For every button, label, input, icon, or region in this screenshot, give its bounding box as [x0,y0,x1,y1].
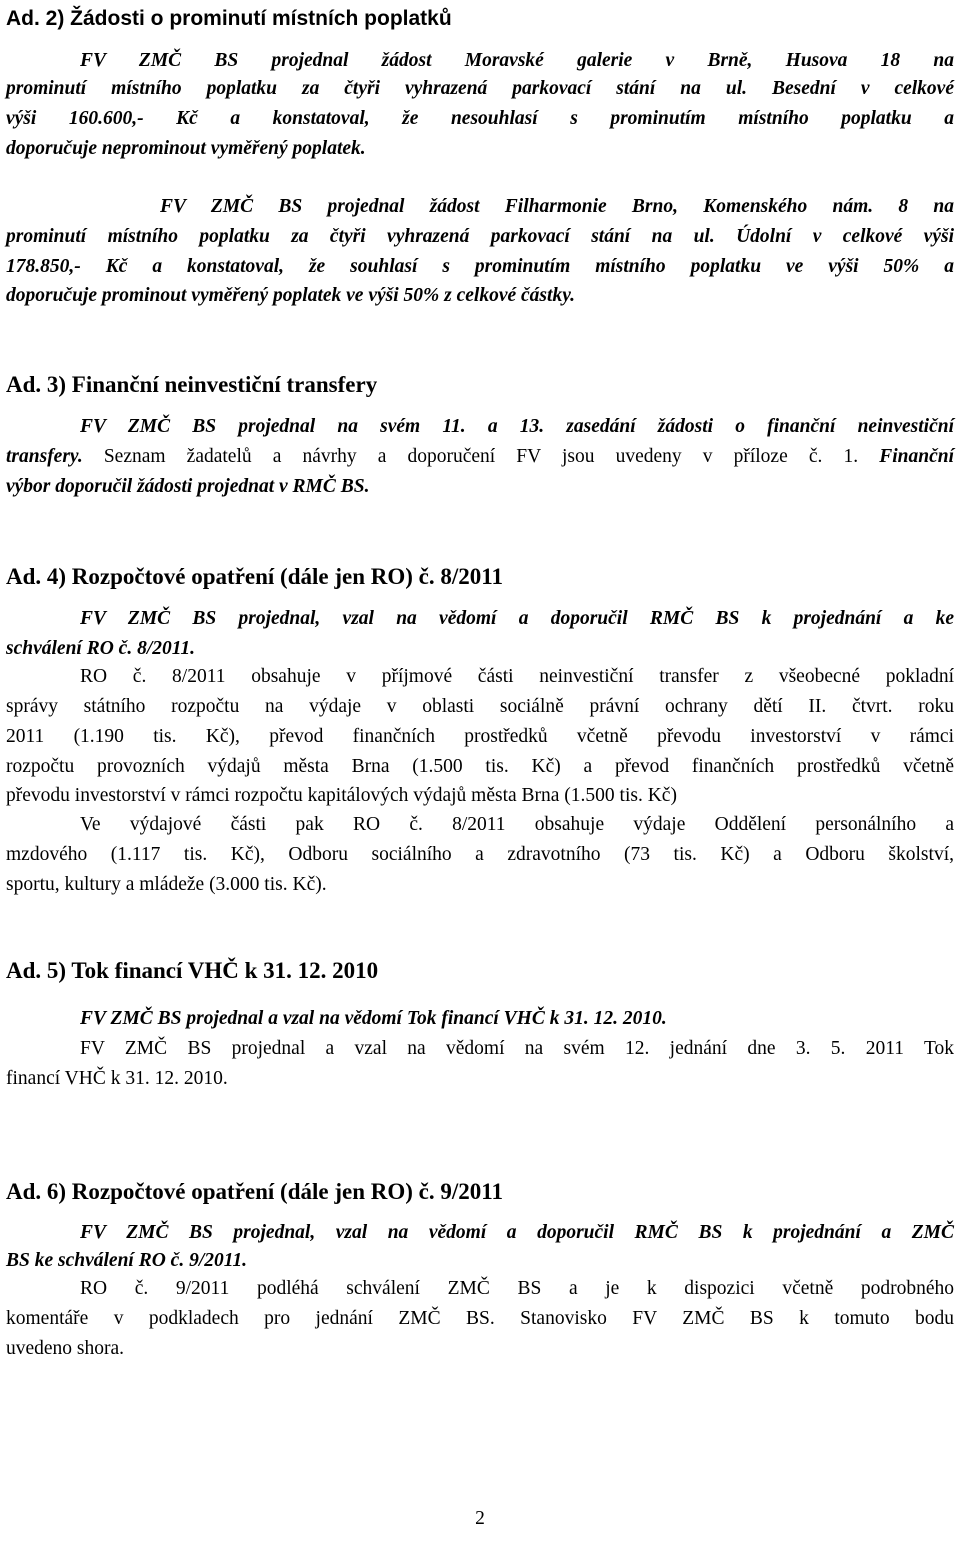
sec4-text-line3: 2011 (1.190 tis. Kč), převod finančních prostředků včetně převodu investorství v rámci [6,726,954,747]
sec5-text-line1: FV ZMČ BS projednal a vzal na vědomí na svém 12. jednání dne 3. 5. 2011 Tok [80,1038,954,1059]
sec5-bold-line: FV ZMČ BS projednal a vzal na vědomí Tok financí VHČ k 31. 12. 2010. [80,1008,667,1029]
sec2-p2-line2: prominutí místního poplatku za čtyři vyhrazená parkovací stání na ul. Údolní v celkové výši [6,226,954,247]
sec6-text-line1: RO č. 9/2011 podléhá schválení ZMČ BS a je k dispozici včetně podrobného [80,1278,954,1299]
section-5-heading: Ad. 5) Tok financí VHČ k 31. 12. 2010 [6,958,379,983]
sec6-bold-line2: BS ke schválení RO č. 9/2011. [6,1250,248,1271]
sec4-text-line7: mzdového (1.117 tis. Kč), Odboru sociálního a zdravotního (73 tis. Kč) a Odboru školství, [6,844,954,865]
sec3-line1: FV ZMČ BS projednal na svém 11. a 13. zasedání žádosti o finanční neinvestiční [80,416,954,437]
sec4-text-line1: RO č. 8/2011 obsahuje v příjmové části neinvestiční transfer z všeobecné pokladní [80,666,954,687]
sec6-text-line3: uvedeno shora. [6,1338,125,1359]
sec4-text-line8: sportu, kultury a mládeže (3.000 tis. Kč). [6,874,327,895]
sec2-p1-line3: výši 160.600,- Kč a konstatoval, že nesouhlasí s prominutím místního poplatku a [6,108,954,129]
sec3-line3: výbor doporučil žádosti projednat v RMČ BS. [6,476,370,497]
sec2-p2-line3: 178.850,- Kč a konstatoval, že souhlasí s prominutím místního poplatku ve výši 50% a [6,256,954,277]
section-2-heading: Ad. 2) Žádosti o prominutí místních poplatků [6,7,452,30]
sec5-text-line2: financí VHČ k 31. 12. 2010. [6,1068,228,1089]
section-6-heading: Ad. 6) Rozpočtové opatření (dále jen RO) č. 9/2011 [6,1179,503,1204]
sec6-bold-line1: FV ZMČ BS projednal, vzal na vědomí a doporučil RMČ BS k projednání a ZMČ [80,1222,954,1243]
sec4-bold-line2: schválení RO č. 8/2011. [6,638,196,659]
sec6-text-line2: komentáře v podkladech pro jednání ZMČ BS. Stanovisko FV ZMČ BS k tomuto bodu [6,1308,954,1329]
sec4-text-line4: rozpočtu provozních výdajů města Brna (1.500 tis. Kč) a převod finančních prostředků včetně [6,756,954,777]
sec3-line2-regular: Seznam žadatelů a návrhy a doporučení FV jsou uvedeny v příloze č. 1. [82,446,880,467]
sec2-p1-line1: FV ZMČ BS projednal žádost Moravské galerie v Brně, Husova 18 na [80,50,954,71]
sec2-p2-line4: doporučuje prominout vyměřený poplatek ve výši 50% z celkové částky. [6,285,575,306]
sec3-line2 [6,444,954,470]
sec2-p1-line2: prominutí místního poplatku za čtyři vyhrazená parkovací stání na ul. Besední v celkové [6,78,954,99]
section-3-heading: Ad. 3) Finanční neinvestiční transfery [6,372,378,397]
sec3-line2-bold-end: Finanční [879,446,954,467]
sec4-text-line6: Ve výdajové části pak RO č. 8/2011 obsahuje výdaje Oddělení personálního a [80,814,954,835]
sec4-bold-line1: FV ZMČ BS projednal, vzal na vědomí a doporučil RMČ BS k projednání a ke [80,608,954,629]
sec2-p1-line4: doporučuje neprominout vyměřený poplatek. [6,138,366,159]
page-number: 2 [475,1508,485,1529]
section-4-heading: Ad. 4) Rozpočtové opatření (dále jen RO) č. 8/2011 [6,564,503,589]
sec3-line2-bold-start: transfery. [6,446,83,467]
sec4-text-line2: správy státního rozpočtu na výdaje v oblasti sociálně právní ochrany dětí II. čtvrt. roku [6,696,954,717]
sec2-p2-line1: FV ZMČ BS projednal žádost Filharmonie Brno, Komenského nám. 8 na [160,196,954,217]
sec4-text-line5: převodu investorství v rámci rozpočtu kapitálových výdajů města Brna (1.500 tis. Kč) [6,785,677,806]
